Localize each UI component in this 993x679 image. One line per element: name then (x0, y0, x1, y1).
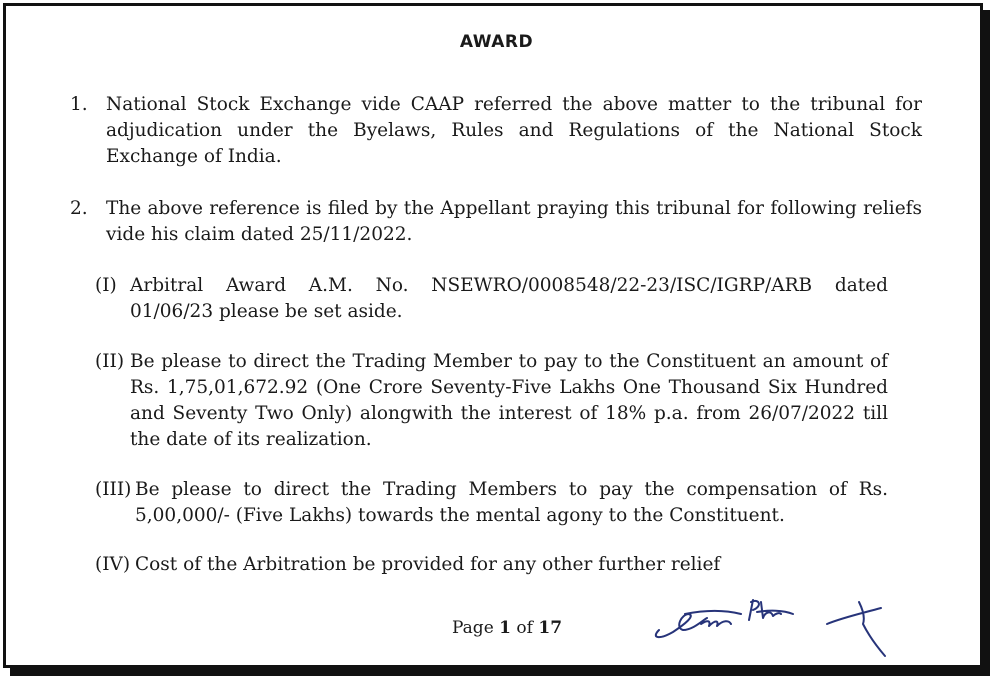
paragraph-2-text: The above reference is filed by the Appellant praying this tribunal for following reliefs vide his claim dated 25/11/2022. (106, 198, 922, 245)
page-word: Page (452, 618, 494, 638)
page-total: 17 (538, 618, 563, 638)
page-border-shadow-right (983, 10, 990, 676)
of-word: of (516, 618, 533, 638)
relief-4-number: (IV) (95, 554, 131, 575)
relief-1-number: (I) (95, 275, 117, 296)
page-border-shadow-bottom (10, 668, 990, 676)
document-title: AWARD (459, 32, 534, 52)
relief-1-text: Arbitral Award A.M. No. NSEWRO/0008548/22-23/ISC/IGRP/ARB dated 01/06/23 please be set aside. (130, 275, 888, 322)
relief-3-text: Be please to direct the Trading Members to pay the compensation of Rs. 5,00,000/- (Five Lakhs) towards the mental agony to the Constituent. (135, 479, 888, 526)
handwritten-signatures-icon (645, 588, 915, 668)
paragraph-1-text: National Stock Exchange vide CAAP referred the above matter to the tribunal for adjudication under the Byelaws, Rules and Regulations of the National Stock Exchange of India. (106, 94, 922, 167)
page-current: 1 (499, 618, 512, 638)
relief-2-text: Be please to direct the Trading Member to pay to the Constituent an amount of Rs. 1,75,01,672.92 (One Crore Seventy-Five Lakhs One Thousand Six Hundred and Seventy Two Only) alongwith the interest of 18% p.a. from 26/07/2022 till the date of its realization. (130, 351, 888, 450)
paragraph-1-number: 1. (70, 94, 88, 115)
relief-4-text: Cost of the Arbitration be provided for any other further relief (135, 554, 721, 575)
page-number (452, 618, 562, 638)
relief-3-number: (III) (95, 479, 132, 500)
paragraph-2-number: 2. (70, 198, 88, 219)
relief-2-number: (II) (95, 351, 125, 372)
